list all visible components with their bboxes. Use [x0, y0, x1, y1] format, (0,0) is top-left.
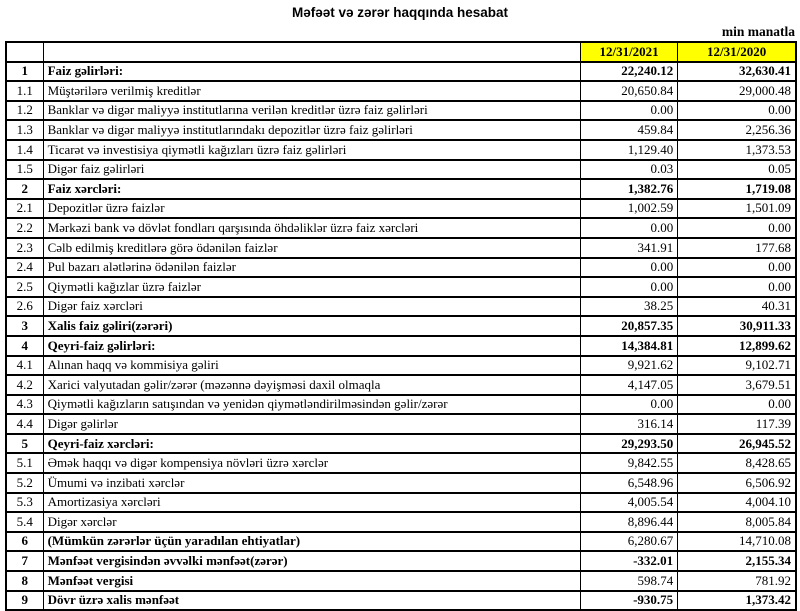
value-2021-cell: 20,857.35	[580, 316, 677, 336]
row-label-cell: Alınan haqq və kommisiya gəliri	[43, 356, 580, 376]
row-label-cell: Xarici valyutadan gəlir/zərər (məzənnə dəyişməsi daxil olmaqla	[43, 375, 580, 395]
value-2020-cell: 40.31	[678, 297, 796, 317]
row-number-cell: 4	[6, 336, 43, 356]
value-2020-cell: 0.00	[678, 258, 796, 278]
value-2021-cell: 29,293.50	[580, 434, 677, 454]
value-2021-cell: 0.00	[580, 258, 677, 278]
value-2021-cell: 9,842.55	[580, 453, 677, 473]
value-2020-cell: 1,501.09	[678, 199, 796, 219]
value-2020-cell: 14,710.08	[678, 532, 796, 552]
value-2020-cell: 8,005.84	[678, 512, 796, 532]
table-row	[6, 316, 796, 336]
table-row	[6, 179, 796, 199]
row-label-cell: Banklar və digər maliyyə institutlarına verilən kreditlər üzrə faiz gəlirləri	[43, 101, 580, 121]
value-2020-cell: 117.39	[678, 414, 796, 434]
value-2020-cell: 781.92	[678, 571, 796, 591]
row-label-cell: Müştərilərə verilmiş kreditlər	[43, 81, 580, 101]
table-row	[6, 336, 796, 356]
table-row	[6, 395, 796, 415]
row-number-cell: 1	[6, 62, 43, 82]
row-number-cell: 3	[6, 316, 43, 336]
value-2020-cell: 30,911.33	[678, 316, 796, 336]
report-table-body	[6, 42, 796, 610]
row-label-cell: Xalis faiz gəliri(zərəri)	[43, 316, 580, 336]
row-label-cell: Mənfəət vergisi	[43, 571, 580, 591]
value-2021-cell: 6,280.67	[580, 532, 677, 552]
row-number-cell: 8	[6, 571, 43, 591]
row-number-cell: 1.1	[6, 81, 43, 101]
profit-loss-table	[5, 41, 797, 611]
table-row	[6, 493, 796, 513]
table-row	[6, 356, 796, 376]
row-label-cell: Qeyri-faiz xərcləri:	[43, 434, 580, 454]
row-label-cell: Digər faiz gəlirləri	[43, 160, 580, 180]
row-label-cell: Pul bazarı alətlərinə ödənilən faizlər	[43, 258, 580, 278]
row-label-cell: Qiymətli kağızların satışından və yenidən qiymətləndirilməsindən gəlir/zərər	[43, 395, 580, 415]
row-number-cell: 4.2	[6, 375, 43, 395]
table-row	[6, 81, 796, 101]
value-2021-cell: 0.00	[580, 101, 677, 121]
row-label-cell: Digər faiz xərcləri	[43, 297, 580, 317]
value-2021-cell: 0.03	[580, 160, 677, 180]
value-2021-cell: 20,650.84	[580, 81, 677, 101]
row-number-cell: 2.4	[6, 258, 43, 278]
table-row	[6, 199, 796, 219]
row-number-cell: 5	[6, 434, 43, 454]
row-number-cell: 4.1	[6, 356, 43, 376]
table-row	[6, 140, 796, 160]
value-2020-cell: 1,373.53	[678, 140, 796, 160]
value-2020-cell: 29,000.48	[678, 81, 796, 101]
table-row	[6, 277, 796, 297]
table-row	[6, 414, 796, 434]
value-2021-cell: -332.01	[580, 551, 677, 571]
table-row	[6, 551, 796, 571]
value-2020-cell: 12,899.62	[678, 336, 796, 356]
value-2021-cell: -930.75	[580, 591, 677, 611]
value-2020-cell: 32,630.41	[678, 62, 796, 82]
value-2020-cell: 177.68	[678, 238, 796, 258]
table-row	[6, 238, 796, 258]
table-row	[6, 473, 796, 493]
value-2020-cell: 0.00	[678, 277, 796, 297]
row-number-cell: 5.3	[6, 493, 43, 513]
table-row	[6, 160, 796, 180]
header-row	[6, 42, 796, 62]
table-row	[6, 101, 796, 121]
row-label-cell: Mərkəzi bank və dövlət fondları qarşısında öhdəliklər üzrə faiz xərcləri	[43, 218, 580, 238]
value-2020-cell: 0.00	[678, 101, 796, 121]
header-number-cell-empty	[6, 42, 43, 62]
row-number-cell: 5.2	[6, 473, 43, 493]
value-2021-cell: 8,896.44	[580, 512, 677, 532]
table-row	[6, 571, 796, 591]
value-2021-cell: 6,548.96	[580, 473, 677, 493]
header-label-cell-empty	[43, 42, 580, 62]
table-row	[6, 297, 796, 317]
row-number-cell: 7	[6, 551, 43, 571]
value-2020-cell: 9,102.71	[678, 356, 796, 376]
row-number-cell: 2.5	[6, 277, 43, 297]
row-label-cell: Faiz gəlirləri:	[43, 62, 580, 82]
value-2021-cell: 341.91	[580, 238, 677, 258]
row-label-cell: Digər gəlirlər	[43, 414, 580, 434]
row-number-cell: 2.1	[6, 199, 43, 219]
row-number-cell: 5.1	[6, 453, 43, 473]
row-label-cell: Banklar və digər maliyyə institutlarındakı depozitlər üzrə faiz gəlirləri	[43, 120, 580, 140]
row-label-cell: Ümumi və inzibati xərclər	[43, 473, 580, 493]
row-label-cell: Mənfəət vergisindən əvvəlki mənfəət(zərər)	[43, 551, 580, 571]
table-row	[6, 258, 796, 278]
value-2021-cell: 1,002.59	[580, 199, 677, 219]
col-header-2021: 12/31/2021	[580, 42, 677, 62]
value-2021-cell: 9,921.62	[580, 356, 677, 376]
value-2020-cell: 6,506.92	[678, 473, 796, 493]
value-2021-cell: 38.25	[580, 297, 677, 317]
value-2020-cell: 3,679.51	[678, 375, 796, 395]
page-title: Məfəət və zərər haqqında hesabat	[291, 5, 509, 20]
table-row	[6, 62, 796, 82]
row-label-cell: Qeyri-faiz gəlirləri:	[43, 336, 580, 356]
row-label-cell: Əmək haqqı və digər kompensiya növləri üzrə xərclər	[43, 453, 580, 473]
row-label-cell: Qiymətli kağızlar üzrə faizlər	[43, 277, 580, 297]
table-row	[6, 453, 796, 473]
value-2020-cell: 4,004.10	[678, 493, 796, 513]
value-2021-cell: 1,382.76	[580, 179, 677, 199]
row-number-cell: 1.2	[6, 101, 43, 121]
row-number-cell: 5.4	[6, 512, 43, 532]
unit-label: min manatla	[721, 24, 795, 39]
table-row	[6, 218, 796, 238]
value-2020-cell: 26,945.52	[678, 434, 796, 454]
table-row	[6, 591, 796, 611]
value-2021-cell: 598.74	[580, 571, 677, 591]
row-label-cell: Faiz xərcləri:	[43, 179, 580, 199]
row-label-cell: Ticarət və investisiya qiymətli kağızları üzrə faiz gəlirləri	[43, 140, 580, 160]
table-row	[6, 532, 796, 552]
value-2020-cell: 8,428.65	[678, 453, 796, 473]
value-2020-cell: 0.00	[678, 218, 796, 238]
value-2020-cell: 1,719.08	[678, 179, 796, 199]
value-2020-cell: 2,256.36	[678, 120, 796, 140]
value-2021-cell: 0.00	[580, 395, 677, 415]
value-2021-cell: 4,005.54	[580, 493, 677, 513]
value-2021-cell: 459.84	[580, 120, 677, 140]
table-row	[6, 434, 796, 454]
row-label-cell: Depozitlər üzrə faizlər	[43, 199, 580, 219]
table-row	[6, 375, 796, 395]
value-2021-cell: 0.00	[580, 277, 677, 297]
row-number-cell: 2.2	[6, 218, 43, 238]
row-number-cell: 1.5	[6, 160, 43, 180]
value-2021-cell: 22,240.12	[580, 62, 677, 82]
row-label-cell: Digər xərclər	[43, 512, 580, 532]
row-number-cell: 4.3	[6, 395, 43, 415]
table-row	[6, 512, 796, 532]
row-label-cell: Amortizasiya xərcləri	[43, 493, 580, 513]
row-number-cell: 6	[6, 532, 43, 552]
row-number-cell: 2.3	[6, 238, 43, 258]
row-number-cell: 1.3	[6, 120, 43, 140]
value-2020-cell: 1,373.42	[678, 591, 796, 611]
value-2021-cell: 14,384.81	[580, 336, 677, 356]
row-number-cell: 2.6	[6, 297, 43, 317]
value-2020-cell: 2,155.34	[678, 551, 796, 571]
value-2020-cell: 0.05	[678, 160, 796, 180]
table-row	[6, 120, 796, 140]
value-2020-cell: 0.00	[678, 395, 796, 415]
value-2021-cell: 4,147.05	[580, 375, 677, 395]
value-2021-cell: 1,129.40	[580, 140, 677, 160]
row-label-cell: Dövr üzrə xalis mənfəət	[43, 591, 580, 611]
row-label-cell: Cəlb edilmiş kreditlərə görə ödənilən faizlər	[43, 238, 580, 258]
value-2021-cell: 0.00	[580, 218, 677, 238]
value-2021-cell: 316.14	[580, 414, 677, 434]
row-number-cell: 4.4	[6, 414, 43, 434]
row-number-cell: 9	[6, 591, 43, 611]
row-number-cell: 1.4	[6, 140, 43, 160]
col-header-2020: 12/31/2020	[678, 42, 796, 62]
row-number-cell: 2	[6, 179, 43, 199]
row-label-cell: (Mümkün zərərlər üçün yaradılan ehtiyatlar)	[43, 532, 580, 552]
